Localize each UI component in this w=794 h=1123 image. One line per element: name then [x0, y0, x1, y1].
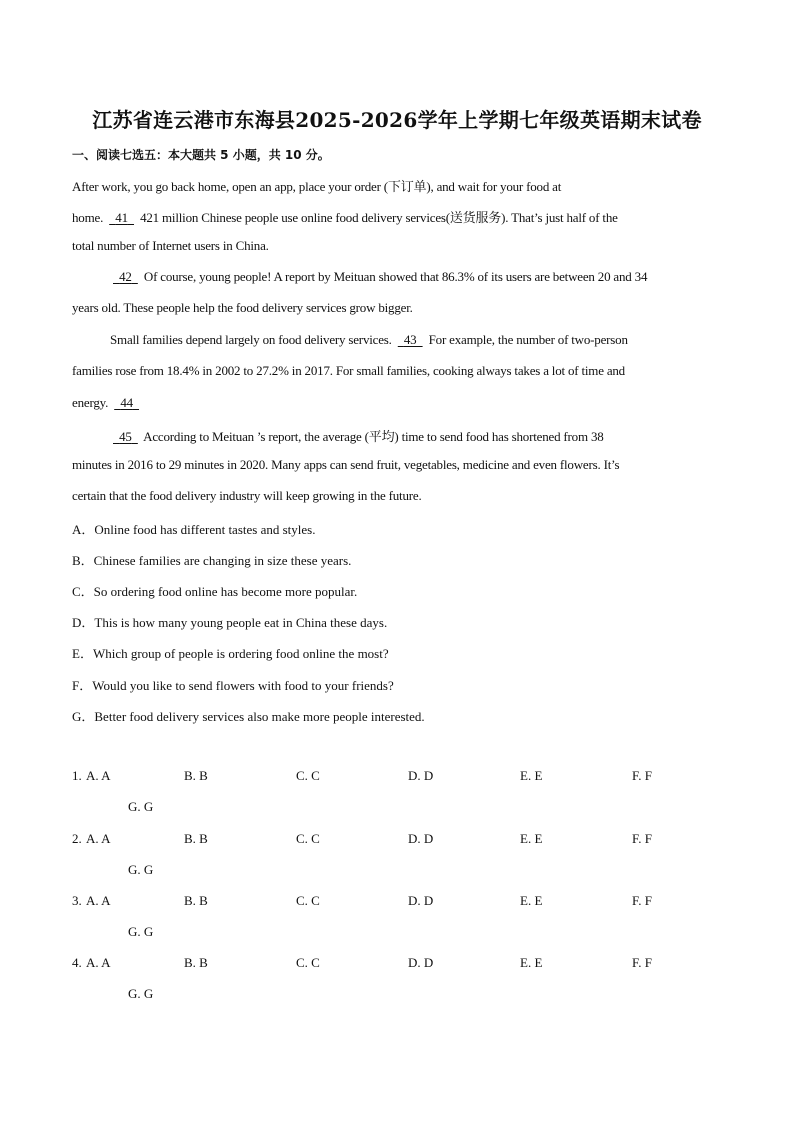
blank-42[interactable]: 42 — [119, 269, 132, 284]
section-heading: 一、阅读七选五：本大题共 5 小题，共 10 分。 — [72, 148, 330, 162]
question-number: 3. — [72, 893, 82, 908]
passage-text: home. — [72, 210, 107, 225]
choice-b[interactable]: B. B — [184, 893, 208, 908]
option-e: E．Which group of people is ordering food online the most? — [72, 646, 389, 661]
choice-a[interactable]: A. A — [86, 893, 111, 908]
blank-41[interactable]: 41 — [115, 210, 128, 225]
choice-e[interactable]: E. E — [520, 893, 543, 908]
option-f: F．Would you like to send flowers with food to your friends? — [72, 678, 394, 693]
choice-b[interactable]: B. B — [184, 955, 208, 970]
choice-g[interactable]: G. G — [128, 986, 154, 1001]
choice-f[interactable]: F. F — [632, 768, 652, 783]
option-b: B．Chinese families are changing in size these years. — [72, 553, 352, 568]
option-g: G．Better food delivery services also make more people interested. — [72, 709, 425, 724]
passage-line — [110, 269, 760, 285]
choice-f[interactable]: F. F — [632, 893, 652, 908]
choice-d[interactable]: D. D — [408, 831, 434, 846]
choice-f[interactable]: F. F — [632, 831, 652, 846]
passage-text: Small families depend largely on food delivery services. — [110, 332, 395, 347]
passage-text: For example, the number of two-person — [425, 332, 628, 347]
choice-a[interactable]: A. A — [86, 955, 111, 970]
choice-g[interactable]: G. G — [128, 799, 154, 814]
option-a: A．Online food has different tastes and styles. — [72, 522, 316, 537]
choice-e[interactable]: E. E — [520, 768, 543, 783]
choice-d[interactable]: D. D — [408, 955, 434, 970]
passage-text: According to Meituan ’s report, the average (平均) time to send food has shortened from 38 — [140, 429, 604, 444]
passage-line: years old. These people help the food delivery services grow bigger. — [72, 300, 413, 315]
choice-g[interactable]: G. G — [128, 924, 154, 939]
passage-line — [110, 426, 760, 445]
passage-text: Of course, young people! A report by Meituan showed that 86.3% of its users are between 20 and 34 — [140, 269, 648, 284]
choice-b[interactable]: B. B — [184, 831, 208, 846]
choice-f[interactable]: F. F — [632, 955, 652, 970]
choice-e[interactable]: E. E — [520, 955, 543, 970]
choice-c[interactable]: C. C — [296, 955, 320, 970]
question-number: 1. — [72, 768, 82, 783]
choice-e[interactable]: E. E — [520, 831, 543, 846]
passage-line — [72, 207, 722, 226]
passage-line — [72, 395, 722, 411]
blank-44[interactable]: 44 — [120, 395, 133, 410]
blank-45[interactable]: 45 — [119, 429, 132, 444]
choice-g[interactable]: G. G — [128, 862, 154, 877]
passage-line — [110, 332, 760, 348]
choice-c[interactable]: C. C — [296, 768, 320, 783]
question-number: 4. — [72, 955, 82, 970]
passage-line: After work, you go back home, open an app, place your order (下订单), and wait for your food at — [72, 179, 562, 194]
choice-d[interactable]: D. D — [408, 768, 434, 783]
passage-line: families rose from 18.4% in 2002 to 27.2% in 2017. For small families, cooking always takes a lot of time and — [72, 363, 625, 378]
choice-a[interactable]: A. A — [86, 768, 111, 783]
passage-line: certain that the food delivery industry will keep growing in the future. — [72, 488, 422, 503]
choice-c[interactable]: C. C — [296, 831, 320, 846]
choice-a[interactable]: A. A — [86, 831, 111, 846]
page-title: 江苏省连云港市东海县2025-2026学年上学期七年级英语期末试卷 — [92, 108, 702, 132]
blank-43[interactable]: 43 — [403, 332, 417, 347]
choice-b[interactable]: B. B — [184, 768, 208, 783]
choice-d[interactable]: D. D — [408, 893, 434, 908]
choice-c[interactable]: C. C — [296, 893, 320, 908]
passage-text: energy. — [72, 395, 112, 410]
option-c: C．So ordering food online has become more popular. — [72, 584, 358, 599]
question-number: 2. — [72, 831, 82, 846]
passage-line: total number of Internet users in China. — [72, 238, 269, 253]
passage-line: minutes in 2016 to 29 minutes in 2020. Many apps can send fruit, vegetables, medicine and even flowers. It’s — [72, 457, 620, 472]
passage-text: 421 million Chinese people use online food delivery services(送货服务). That’s just half of the — [137, 210, 618, 225]
option-d: D．This is how many young people eat in China these days. — [72, 615, 388, 630]
